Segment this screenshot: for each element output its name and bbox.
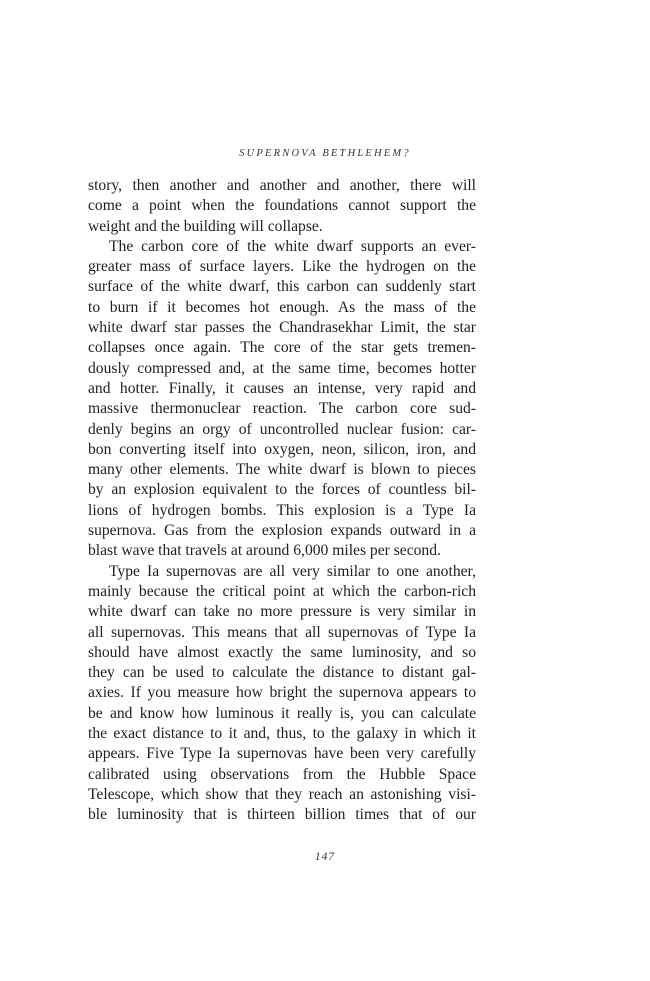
page-number: 147 [314,851,336,863]
text-line: white dwarf star passes the Chandrasekhar Limit, the star [88,319,476,337]
text-line: the exact distance to it and, thus, to the galaxy in which it [88,725,476,743]
text-line: collapses once again. The core of the star gets tremen- [88,339,476,357]
text-line: greater mass of surface layers. Like the hydrogen on the [88,258,476,276]
text-line: denly begins an orgy of uncontrolled nuclear fusion: car- [88,420,476,438]
text-line: ble luminosity that is thirteen billion times that of our [88,806,476,824]
body-text [88,176,476,826]
text-line: and hotter. Finally, it causes an intense, very rapid and [88,379,476,397]
text-line: dously compressed and, at the same time, becomes hotter [88,359,476,377]
text-line: blast wave that travels at around 6,000 miles per second. [88,542,441,560]
text-line: supernova. Gas from the explosion expands outward in a [88,522,476,540]
text-line: be and know how luminous it really is, you can calculate [88,704,476,722]
text-line: come a point when the foundations cannot support the [88,197,476,215]
text-line: weight and the building will collapse. [88,217,323,235]
text-line: Type Ia supernovas are all very similar to one another, [109,562,476,580]
text-line: appears. Five Type Ia supernovas have been very carefully [88,745,476,763]
text-line: lions of hydrogen bombs. This explosion is a Type Ia [88,501,476,519]
text-line: to burn if it becomes hot enough. As the mass of the [88,298,476,316]
text-line: massive thermonuclear reaction. The carbon core sud- [88,400,476,418]
text-line: story, then another and another and another, there will [88,177,476,194]
text-line: they can be used to calculate the distance to distant gal- [88,664,476,682]
running-head: SUPERNOVA BETHLEHEM? [239,148,411,159]
text-line: mainly because the critical point at which the carbon-rich [88,582,476,600]
text-line: Telescope, which show that they reach an astonishing visi- [88,785,476,803]
text-line: many other elements. The white dwarf is blown to pieces [88,461,476,479]
text-line: all supernovas. This means that all supernovas of Type Ia [88,623,476,641]
text-line: bon converting itself into oxygen, neon, silicon, iron, and [88,440,476,458]
text-line: surface of the white dwarf, this carbon can suddenly start [88,278,476,296]
text-line: white dwarf can take no more pressure is very similar in [88,603,476,621]
text-line: should have almost exactly the same luminosity, and so [88,643,476,661]
text-line: axies. If you measure how bright the supernova appears to [88,684,476,702]
text-line: by an explosion equivalent to the forces of countless bil- [88,481,476,499]
text-line: calibrated using observations from the Hubble Space [88,765,476,783]
text-line: The carbon core of the white dwarf supports an ever- [109,237,476,255]
